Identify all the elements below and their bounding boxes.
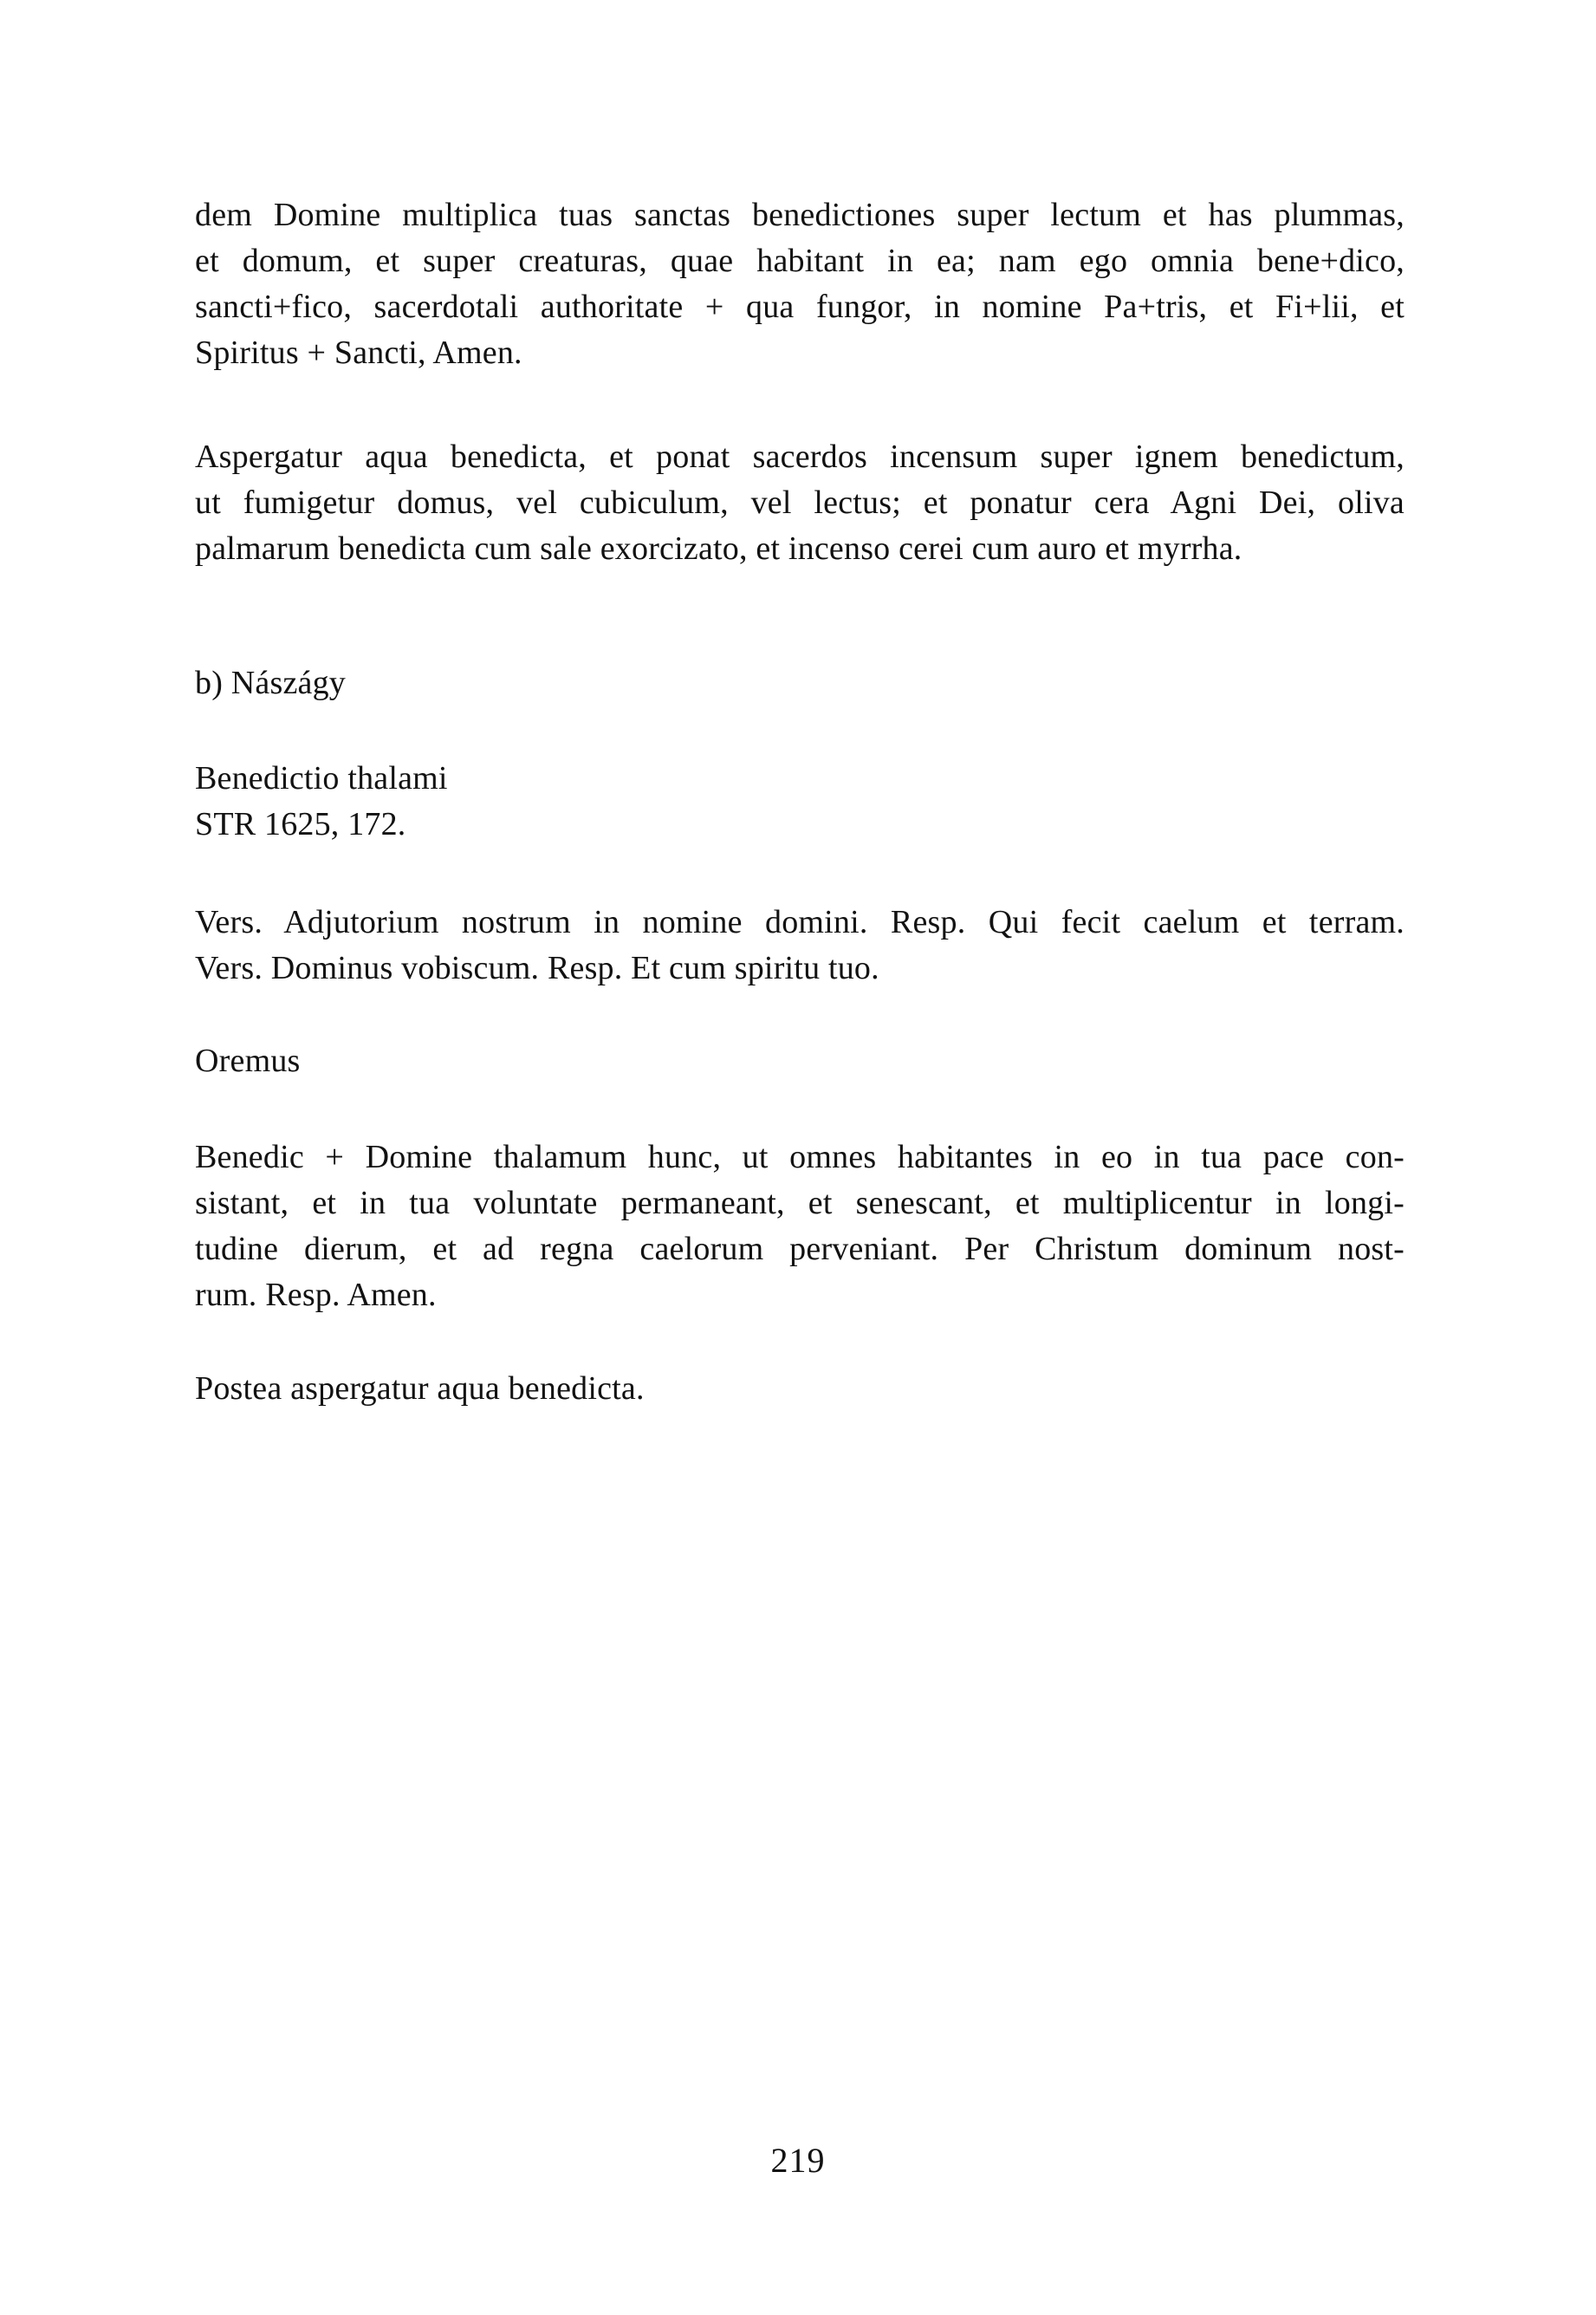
section-heading [195,660,1405,706]
versicle-line: Vers. Adjutorium nostrum in nomine domini. Resp. Qui fecit caelum et terram. [195,904,1405,940]
paragraph-line: Aspergatur aqua benedicta, et ponat sacerdos incensum super ignem benedictum, [195,439,1405,475]
title-line: Benedictio thalami [195,760,448,797]
title-block [195,756,1405,848]
oremus-line: Oremus [195,1043,301,1079]
versicle-block [195,900,1405,992]
paragraph-line: Spiritus + Sancti, Amen. [195,335,522,371]
prayer-line: Benedic + Domine thalamum hunc, ut omnes habitantes in eo in tua pace con- [195,1139,1405,1175]
section-heading-line: b) Nászágy [195,665,346,701]
closing-rubric-line: Postea aspergatur aqua benedicta. [195,1370,645,1407]
paragraph-line: dem Domine multiplica tuas sanctas benedictiones super lectum et has plummas, [195,197,1405,233]
paragraph-line: et domum, et super creaturas, quae habitant in ea; nam ego omnia bene+dico, [195,243,1405,279]
closing-rubric [195,1366,1405,1412]
paragraph-line: sancti+fico, sacerdotali authoritate + qua fungor, in nomine Pa+tris, et Fi+lii, et [195,289,1405,325]
aspergatur-rubric-paragraph [195,434,1405,572]
paragraph-line: palmarum benedicta cum sale exorcizato, et incenso cerei cum auro et myrrha. [195,530,1242,567]
paragraph-line: ut fumigetur domus, vel cubiculum, vel lectus; et ponatur cera Agni Dei, oliva [195,484,1405,521]
source-reference-line: STR 1625, 172. [195,806,406,842]
prayer-line: rum. Resp. Amen. [195,1277,437,1313]
text-column [195,192,1405,1412]
prayer-paragraph [195,1135,1405,1318]
prayer-line: sistant, et in tua voluntate permaneant, et senescant, et multiplicentur in longi- [195,1185,1405,1221]
page-number: 219 [770,2141,826,2180]
versicle-line: Vers. Dominus vobiscum. Resp. Et cum spiritu tuo. [195,950,879,986]
prayer-line: tudine dierum, et ad regna caelorum perveniant. Per Christum dominum nost- [195,1231,1405,1267]
oremus-heading [195,1038,1405,1084]
continuation-paragraph [195,192,1405,376]
